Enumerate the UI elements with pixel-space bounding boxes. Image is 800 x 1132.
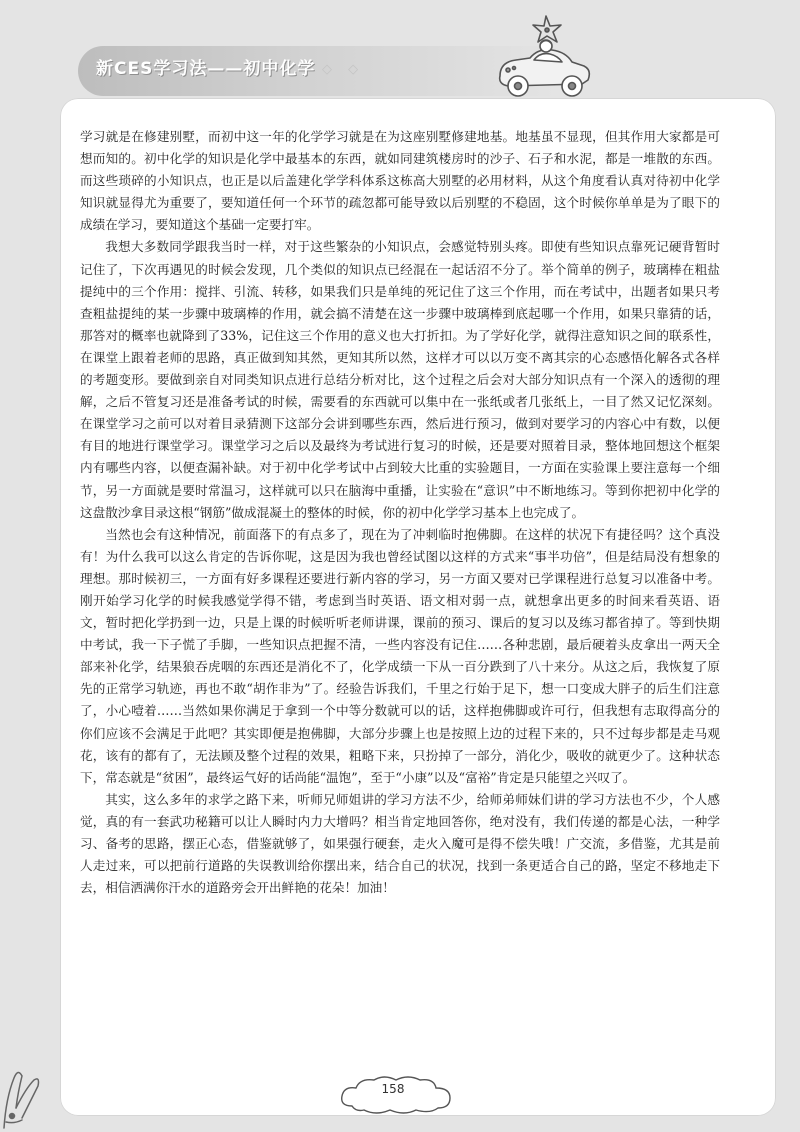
- cartoon-car-illustration: [488, 10, 598, 102]
- header-decorative-pattern: ◇ ◇: [322, 62, 365, 77]
- article-paragraph: 其实，这么多年的求学之路下来，听师兄师姐讲的学习方法不少，给师弟师妹们讲的学习方法也不少，个人感觉，真的有一套武功秘籍可以让人瞬时内力大增吗？相当肯定地回答你，绝对没有，我们传递的都是心法，一种学习、备考的思路，摆正心态，借鉴就够了，如果强行硬套，走火入魔可是得不偿失哦！广交流，多借鉴，尤其是前人走过来，可以把前行道路的失误教训给你摆出来，结合自己的状况，找到一条更适合自己的路，坚定不移地走下去，相信洒满你汗水的道路旁会开出鲜艳的花朵！加油！: [80, 791, 720, 896]
- article-paragraph: 学习就是在修建别墅，而初中这一年的化学学习就是在为这座别墅修建地基。地基虽不显现，但其作用大家都是可想而知的。初中化学的知识是化学中最基本的东西，就如同建筑楼房时的沙子、石子和水泥，都是一堆散的东西。而这些琐碎的小知识点，也正是以后盖建化学学科体系这栋高大别墅的必用材料，从这个角度看认真对待初中化学知识就显得尤为重要了，要知道任何一个环节的疏忽都可能导致以后别墅的不稳固，这个时候你单单是为了眼下的成绩在学习，要知道这个基础一定要打牢。: [80, 129, 720, 233]
- article-paragraph: 我想大多数同学跟我当时一样，对于这些繁杂的小知识点，会感觉特别头疼。即使有些知识点靠死记硬背暂时记住了，下次再遇见的时候会发现，几个类似的知识点已经混在一起话沼不分了。举个简单的例子，玻璃棒在粗盐提纯中的三个作用：搅拌、引流、转移，如果我们只是单纯的死记住了这三个作用，而在考试中，出题者如果只考查粗盐提纯的某一步骤中玻璃棒的作用，就会搞不清楚在这一步骤中玻璃棒到底起哪一个作用，如果只靠猜的话，那答对的概率也就降到了33%，记住这三个作用的意义也大打折扣。为了学好化学，就得注意知识之间的联系性，在课堂上跟着老师的思路，真正做到知其然，更知其所以然，这样才可以以万变不离其宗的心态感悟化解各式各样的考题变形。要做到亲自对同类知识点进行总结分析对比，这个过程之后会对大部分知识点有一个深入的透彻的理解，之后不管复习还是准备考试的时候，需要看的东西就可以集中在一张纸或者几张纸上，一目了然又记忆深刻。在课堂学习之前可以对着目录猜测下这部分会讲到哪些东西，然后进行预习，做到对要学习的内容心中有数，以便有目的地进行课堂学习。课堂学习之后以及最终为考试进行复习的时候，还是要对照着目录，整体地回想这个框架内有哪些内容，以便查漏补缺。对于初中化学考试中占到较大比重的实验题目，一方面在实验课上要注意每一个细节，另一方面就是要时常温习，这样就可以只在脑海中重播，让实验在“意识”中不断地练习。等到你把初中化学的这盘散沙拿目录这根“钢筋”做成混凝土的整体的时候，你的初中化学学习基本上也完成了。: [80, 239, 720, 520]
- page-header-title: 新CES学习法——初中化学: [96, 59, 316, 79]
- corner-doodle-illustration: [0, 1058, 46, 1132]
- page-number: 158: [381, 1082, 405, 1096]
- article-paragraph: 当然也会有这种情况，前面落下的有点多了，现在为了冲刺临时抱佛脚。在这样的状况下有捷径吗？这个真没有！为什么我可以这么肯定的告诉你呢，这是因为我也曾经试图以这样的方式来“事半功倍”，但是结局没有想象的理想。那时候初三，一方面有好多课程还要进行新内容的学习，另一方面又要对已学课程进行总复习以准备中考。刚开始学习化学的时候我感觉学得不错，考虑到当时英语、语文相对弱一点，就想拿出更多的时间来看英语、语文，暂时把化学扔到一边，只是上课的时候听听老师讲课，课前的预习、课后的复习以及练习都省掉了。等到快期中考试，我一下子慌了手脚，一些知识点把握不清，一些内容没有记住……各种悲剧，最后硬着头皮拿出一两天全部来补化学，结果狼吞虎咽的东西还是消化不了，化学成绩一下从一百分跌到了八十来分。从这之后，我恢复了原先的正常学习轨迹，再也不敢“胡作非为”了。经验告诉我们，千里之行始于足下，想一口变成大胖子的后生们注意了，小心噎着……当然如果你满足于拿到一个中等分数就可以的话，这样抱佛脚或许可行，但我想有志取得高分的你们应该不会满足于此吧？其实即便是抱佛脚，大部分步骤上也是按照上边的过程下来的，只不过每步都是走马观花，该有的都有了，无法顾及整个过程的效果，粗略下来，只扮掉了一部分，消化少，吸收的就更少了。这种状态下，常态就是“贫困”，最终运气好的话尚能“温饱”，至于“小康”以及“富裕”肯定是只能望之兴叹了。: [80, 526, 720, 785]
- article-body: [80, 126, 720, 899]
